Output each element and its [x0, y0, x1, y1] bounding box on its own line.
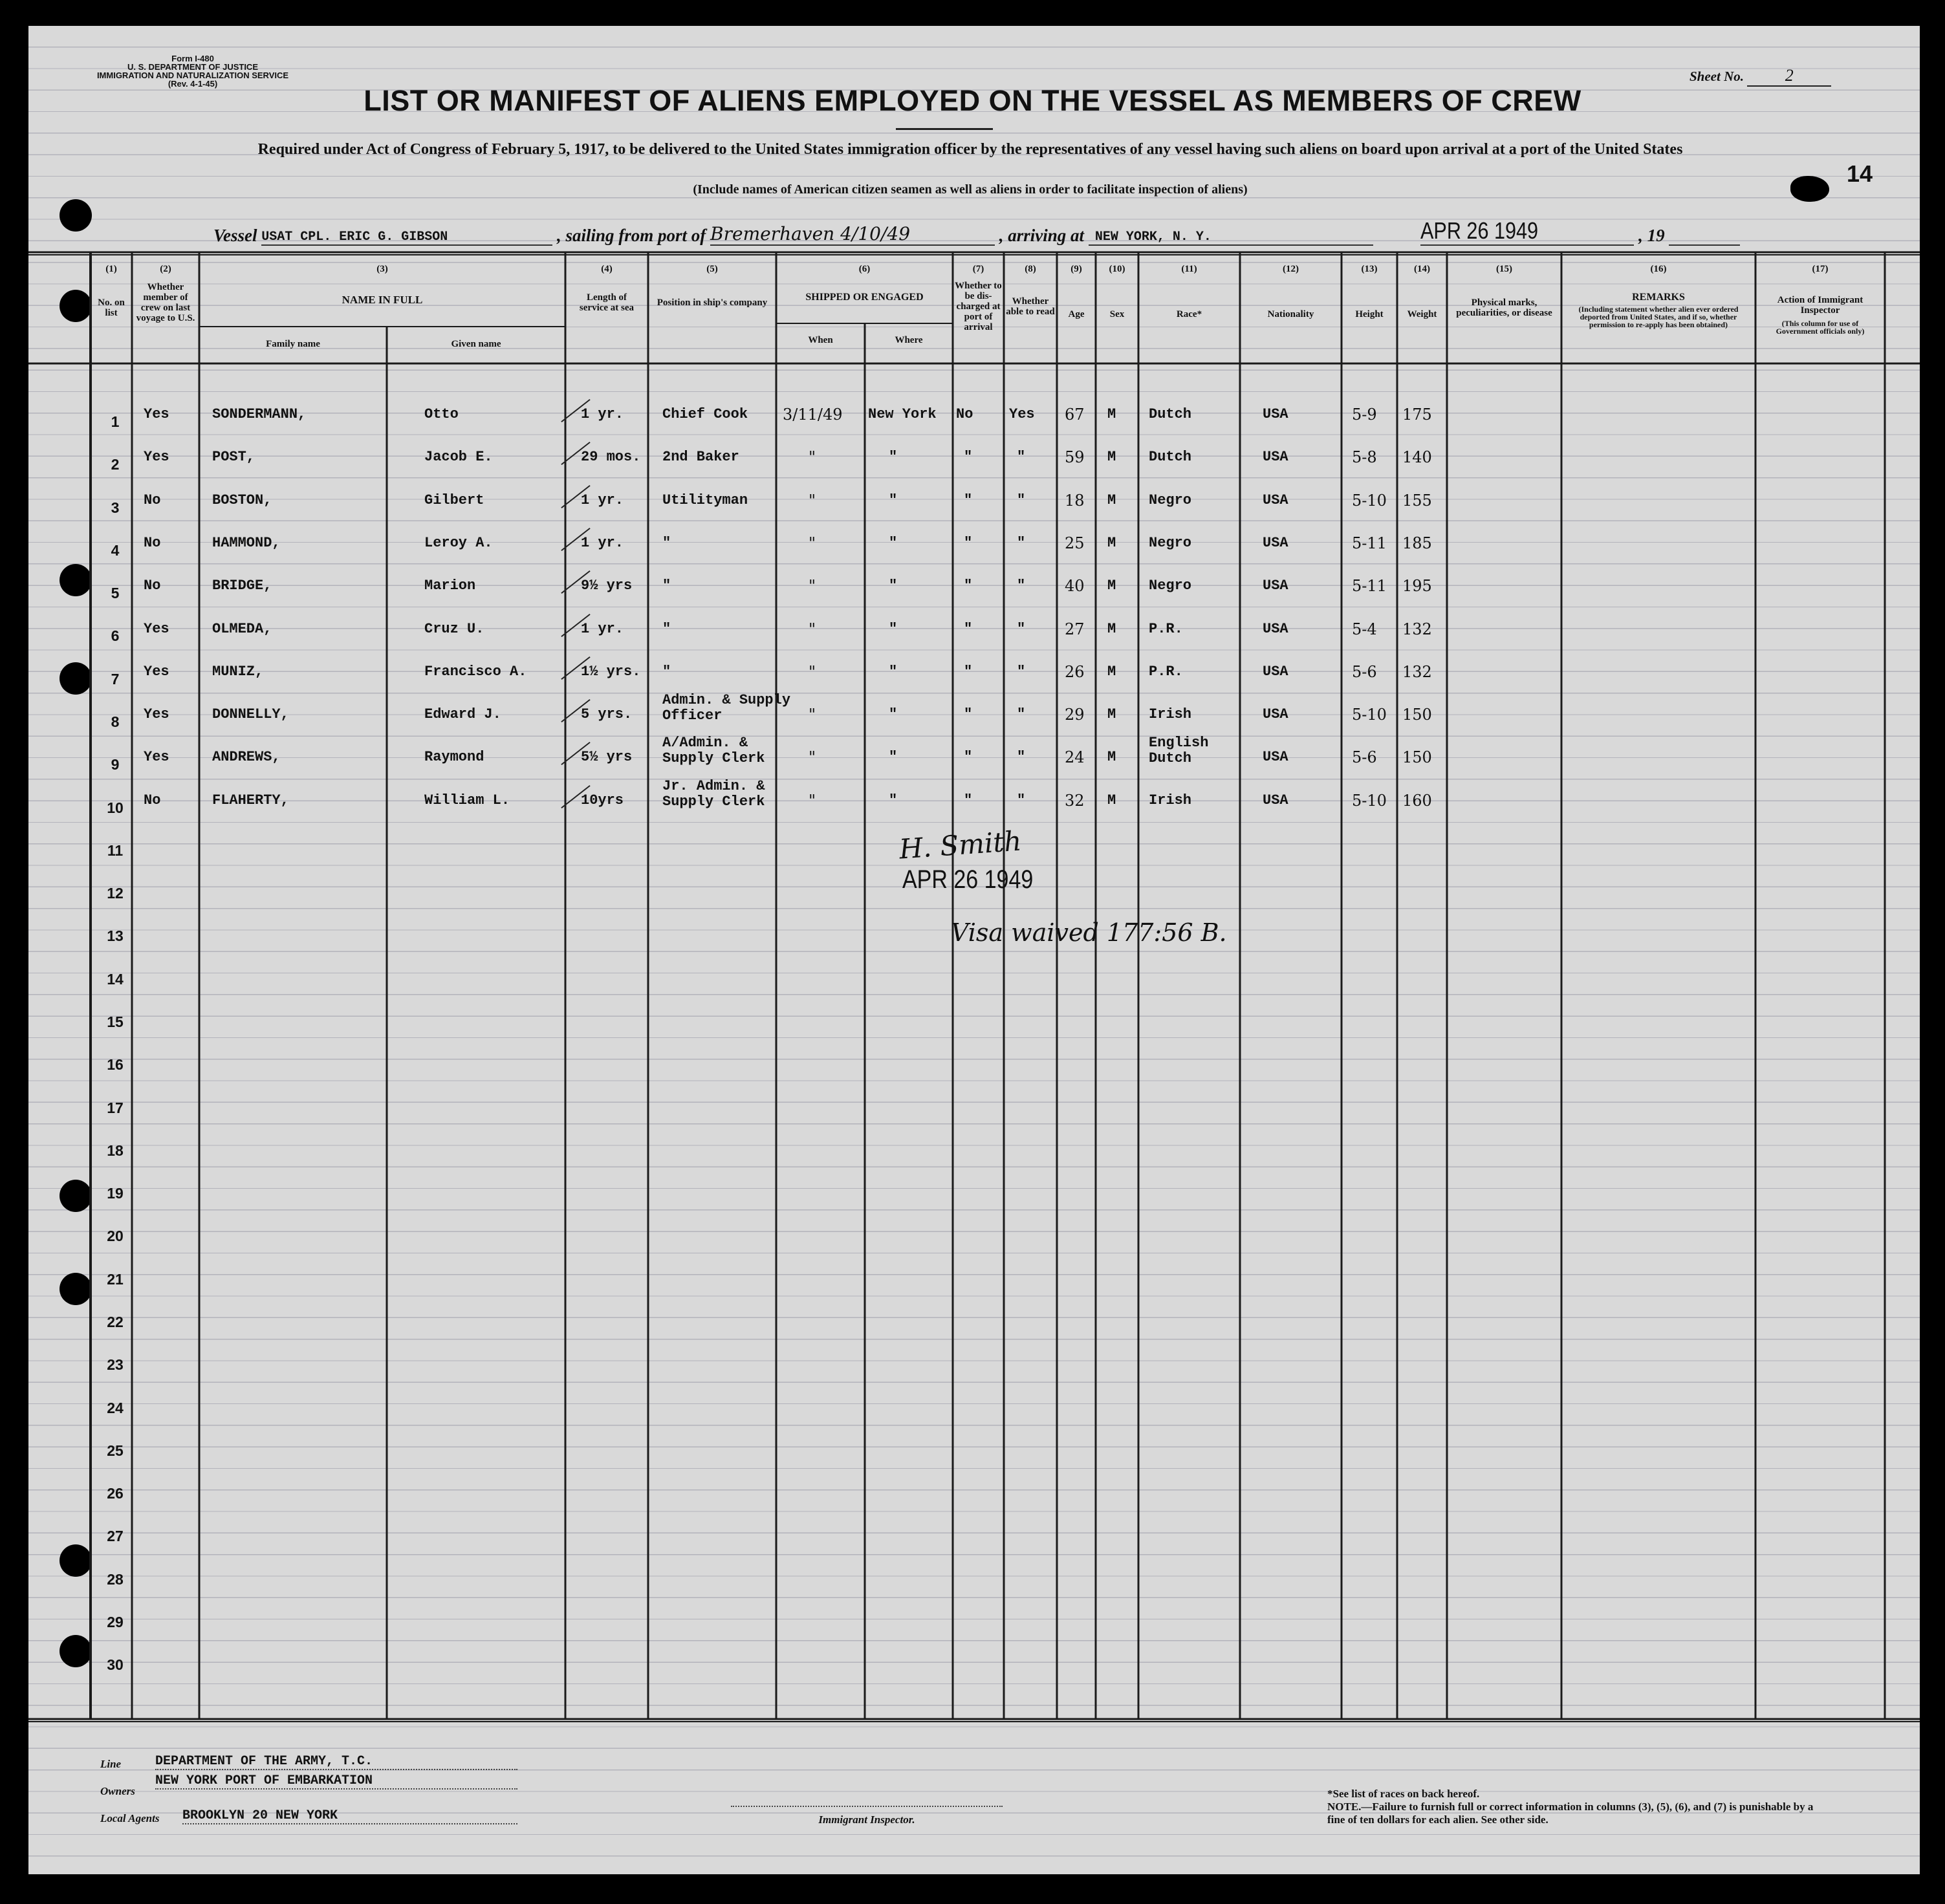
- list-prev-voyage: No: [144, 534, 161, 551]
- race: P.R.: [1149, 663, 1183, 680]
- weight: 132: [1402, 620, 1432, 638]
- list-prev-voyage: Yes: [144, 706, 169, 723]
- visa-note: Visa waived 177:56 B.: [951, 918, 1227, 947]
- race: P.R.: [1149, 620, 1183, 637]
- given-name: William L.: [424, 792, 510, 808]
- row-number: 10: [107, 799, 124, 816]
- shipped-where: ": [889, 620, 898, 637]
- list-prev-voyage: Yes: [144, 406, 169, 422]
- row-number: 2: [111, 456, 120, 473]
- shipped-when: ": [809, 620, 816, 638]
- length-of-service: 29 mos.: [581, 449, 641, 466]
- race: Dutch: [1149, 406, 1192, 422]
- discharged: ": [964, 492, 973, 508]
- shipped-when: ": [809, 534, 816, 552]
- row-number: 30: [107, 1656, 124, 1673]
- header-length-of-service: Length of service at sea: [579, 292, 635, 313]
- length-of-service: 1 yr.: [581, 534, 624, 551]
- shipped-where: New York: [868, 406, 937, 422]
- col-number: (5): [706, 264, 718, 274]
- given-name: Edward J.: [424, 706, 501, 723]
- row-number: 16: [107, 1056, 124, 1073]
- binder-hole: [60, 1544, 92, 1577]
- age: 29: [1065, 706, 1085, 724]
- discharged: ": [964, 663, 973, 680]
- row-number: 13: [107, 927, 124, 944]
- weight: 140: [1402, 448, 1432, 467]
- position-line2: Supply Clerk: [662, 750, 765, 767]
- owners-label: Owners: [100, 1785, 135, 1797]
- shipped-where: ": [889, 706, 898, 723]
- header-given-name: Given name: [451, 339, 501, 349]
- shipped-where: ": [889, 534, 898, 551]
- col-number: (7): [972, 264, 984, 274]
- header-nationality: Nationality: [1267, 309, 1314, 319]
- list-prev-voyage: No: [144, 792, 161, 808]
- nationality: USA: [1263, 578, 1288, 594]
- row-number: 14: [107, 971, 124, 988]
- col-number: (14): [1414, 264, 1430, 274]
- inspector-signature: H. Smith: [898, 825, 1023, 865]
- header-family-name: Family name: [266, 339, 320, 349]
- binder-hole: [60, 290, 92, 322]
- nationality: USA: [1263, 792, 1288, 808]
- shipped-when: ": [809, 662, 816, 681]
- weight: 160: [1402, 791, 1432, 810]
- position: Admin. & Supply: [662, 692, 791, 709]
- col-number: (17): [1812, 264, 1829, 274]
- header-sex: Sex: [1109, 309, 1125, 319]
- discharged: ": [964, 620, 973, 637]
- weight: 132: [1402, 662, 1432, 681]
- row-number: 15: [107, 1013, 124, 1030]
- header-physical-marks: Physical marks, peculiarities, or disease: [1456, 298, 1552, 318]
- sex: M: [1107, 578, 1116, 594]
- row-number: 25: [107, 1442, 124, 1459]
- family-name: POST,: [212, 449, 255, 466]
- nationality: USA: [1263, 620, 1288, 637]
- given-name: Jacob E.: [424, 449, 493, 466]
- position: 2nd Baker: [662, 449, 739, 466]
- race: Dutch: [1149, 449, 1192, 466]
- able-to-read: ": [1017, 620, 1026, 637]
- age: 27: [1065, 620, 1085, 638]
- shipped-when: ": [809, 577, 816, 596]
- position-line2: Supply Clerk: [662, 793, 765, 810]
- col-number: (2): [160, 264, 171, 274]
- row-number: 27: [107, 1528, 124, 1544]
- shipped-when: ": [809, 791, 816, 810]
- length-of-service: 5 yrs.: [581, 706, 633, 723]
- position: ": [662, 578, 671, 594]
- shipped-where: ": [889, 449, 898, 466]
- age: 40: [1065, 577, 1085, 596]
- age: 59: [1065, 448, 1085, 467]
- nationality: USA: [1263, 449, 1288, 466]
- arriving-at: NEW YORK, N. Y.: [1089, 230, 1373, 246]
- row-number: 18: [107, 1142, 124, 1159]
- able-to-read: ": [1017, 534, 1026, 551]
- row-number: 4: [111, 542, 120, 559]
- form-identifier: Form I-480 U. S. DEPARTMENT OF JUSTICE IMMIGRATION AND NATURALIZATION SERVICE (Rev. 4-1-45): [96, 54, 289, 89]
- row-number: 7: [111, 671, 120, 687]
- race-line2: Dutch: [1149, 750, 1192, 767]
- shipped-where: ": [889, 792, 898, 808]
- sex: M: [1107, 534, 1116, 551]
- agents-value: BROOKLYN 20 NEW YORK: [182, 1808, 517, 1824]
- row-number: 5: [111, 585, 120, 601]
- race: Negro: [1149, 578, 1192, 594]
- height: 5-4: [1352, 620, 1377, 638]
- row-number: 12: [107, 885, 124, 902]
- list-prev-voyage: Yes: [144, 449, 169, 466]
- col-number: (4): [601, 264, 613, 274]
- sex: M: [1107, 449, 1116, 466]
- col-number: (1): [105, 264, 117, 274]
- able-to-read: Yes: [1009, 406, 1035, 422]
- document-subtitle: Required under Act of Congress of February 5, 1917, to be delivered to the United States immigration officer by the representatives of any vessel having such aliens on board upon arrival at a port of the United States: [257, 141, 1683, 158]
- length-of-service: 1 yr.: [581, 406, 624, 422]
- family-name: BRIDGE,: [212, 578, 272, 594]
- binder-hole: [60, 199, 92, 232]
- header-where: Where: [895, 335, 923, 345]
- given-name: Francisco A.: [424, 663, 527, 680]
- shipped-where: ": [889, 578, 898, 594]
- row-number: 26: [107, 1485, 124, 1502]
- weight: 185: [1402, 534, 1432, 552]
- height: 5-8: [1352, 448, 1377, 467]
- document-title: LIST OR MANIFEST OF ALIENS EMPLOYED ON THE VESSEL AS MEMBERS OF CREW: [364, 84, 1581, 117]
- able-to-read: ": [1017, 706, 1026, 723]
- length-of-service: 1½ yrs.: [581, 663, 641, 680]
- header-remarks: REMARKS: [1632, 292, 1685, 303]
- shipped-when: ": [809, 491, 816, 510]
- race: Irish: [1149, 706, 1192, 723]
- weight: 150: [1402, 748, 1432, 767]
- row-number: 28: [107, 1571, 124, 1588]
- position: Utilityman: [662, 492, 748, 508]
- nationality: USA: [1263, 706, 1288, 723]
- position: Chief Cook: [662, 406, 748, 422]
- discharged: ": [964, 792, 973, 808]
- length-of-service: 9½ yrs: [581, 578, 633, 594]
- binder-hole: [60, 1273, 92, 1305]
- header-name-in-full: NAME IN FULL: [342, 294, 423, 306]
- header-discharged: Whether to be dis-charged at port of arrival: [955, 281, 1002, 332]
- nationality: USA: [1263, 492, 1288, 508]
- inspector-signature-line: Immigrant Inspector.: [731, 1806, 1003, 1826]
- header-previous-voyage: Whether member of crew on last voyage to U.S.: [136, 282, 195, 323]
- vessel-name: USAT CPL. ERIC G. GIBSON: [261, 230, 552, 246]
- length-of-service: 1 yr.: [581, 492, 624, 508]
- able-to-read: ": [1017, 792, 1026, 808]
- nationality: USA: [1263, 663, 1288, 680]
- line-label: Line: [100, 1758, 122, 1770]
- able-to-read: ": [1017, 492, 1026, 508]
- position: ": [662, 663, 671, 680]
- binder-hole: [60, 1180, 92, 1212]
- height: 5-11: [1352, 577, 1387, 596]
- given-name: Marion: [424, 578, 476, 594]
- length-of-service: 5½ yrs: [581, 749, 633, 766]
- sex: M: [1107, 663, 1116, 680]
- header-action-of-inspector: Action of Immigrant Inspector: [1777, 295, 1864, 316]
- vessel-line: Vessel USAT CPL. ERIC G. GIBSON , sailing from port of Bremerhaven 4/10/49 , arriving at NEW YORK, N. Y. APR 26 1949 , 19: [213, 217, 1740, 246]
- discharged: ": [964, 534, 973, 551]
- owners-value: NEW YORK PORT OF EMBARKATION: [155, 1773, 517, 1790]
- family-name: DONNELLY,: [212, 706, 289, 723]
- age: 26: [1065, 662, 1085, 681]
- weight: 195: [1402, 577, 1432, 596]
- age: 24: [1065, 748, 1085, 767]
- shipped-when: 3/11/49: [783, 406, 843, 424]
- agents-label: Local Agents: [100, 1812, 160, 1824]
- height: 5-10: [1352, 791, 1387, 810]
- header-when: When: [808, 335, 833, 345]
- shipped-where: ": [889, 663, 898, 680]
- position: Jr. Admin. &: [662, 777, 765, 794]
- sheet-number: Sheet No. 2: [1690, 66, 1831, 87]
- shipped-where: ": [889, 492, 898, 508]
- title-rule: [896, 128, 993, 130]
- shipped-when: ": [809, 748, 816, 767]
- row-number: 20: [107, 1228, 124, 1244]
- height: 5-10: [1352, 491, 1387, 510]
- position: ": [662, 534, 671, 551]
- nationality: USA: [1263, 406, 1288, 422]
- header-no-on-list: No. on list: [98, 298, 125, 318]
- col-number: (8): [1025, 264, 1036, 274]
- row-number: 22: [107, 1314, 124, 1330]
- row-number: 29: [107, 1614, 124, 1630]
- height: 5-6: [1352, 662, 1377, 681]
- age: 32: [1065, 791, 1085, 810]
- sex: M: [1107, 620, 1116, 637]
- col-number: (16): [1650, 264, 1667, 274]
- sex: M: [1107, 706, 1116, 723]
- header-shipped-or-engaged: SHIPPED OR ENGAGED: [805, 292, 924, 303]
- header-inspector-note: (This column for use of Government officials only): [1776, 319, 1865, 336]
- height: 5-11: [1352, 534, 1387, 552]
- given-name: Gilbert: [424, 492, 484, 508]
- given-name: Raymond: [424, 749, 484, 766]
- col-number: (6): [858, 264, 871, 274]
- list-prev-voyage: No: [144, 578, 161, 594]
- shipped-where: ": [889, 749, 898, 766]
- binder-hole: [60, 662, 92, 695]
- length-of-service: 1 yr.: [581, 620, 624, 637]
- given-name: Leroy A.: [424, 534, 493, 551]
- race: Negro: [1149, 492, 1192, 508]
- row-number: 23: [107, 1356, 124, 1373]
- row-number: 24: [107, 1400, 124, 1416]
- list-prev-voyage: Yes: [144, 620, 169, 637]
- family-name: SONDERMANN,: [212, 406, 307, 422]
- header-position: Position in ship's company: [657, 298, 768, 308]
- header-race: Race*: [1176, 309, 1202, 319]
- age: 18: [1065, 491, 1085, 510]
- given-name: Otto: [424, 406, 459, 422]
- family-name: HAMMOND,: [212, 534, 281, 551]
- given-name: Cruz U.: [424, 620, 484, 637]
- binder-hole: [60, 564, 92, 596]
- position: ": [662, 620, 671, 637]
- header-weight: Weight: [1407, 309, 1437, 319]
- row-number: 6: [111, 627, 120, 644]
- row-number: 1: [111, 413, 120, 430]
- nationality: USA: [1263, 534, 1288, 551]
- list-prev-voyage: Yes: [144, 663, 169, 680]
- position: A/Admin. &: [662, 735, 748, 752]
- list-prev-voyage: No: [144, 492, 161, 508]
- height: 5-6: [1352, 748, 1377, 767]
- able-to-read: ": [1017, 749, 1026, 766]
- row-number: 11: [107, 842, 124, 859]
- height: 5-10: [1352, 706, 1387, 724]
- discharged: ": [964, 749, 973, 766]
- family-name: FLAHERTY,: [212, 792, 289, 808]
- height: 5-9: [1352, 406, 1377, 424]
- row-number: 3: [111, 499, 120, 516]
- footer-notes: *See list of races on back hereof. NOTE.—Failure to furnish full or correct information in columns (3), (5), (6), and (7) is punishable by a fine of ten dollars for each alien. See other side.: [1327, 1788, 1814, 1826]
- family-name: ANDREWS,: [212, 749, 281, 766]
- document-note: (Include names of American citizen seamen as well as aliens in order to facilitate inspection of aliens): [693, 182, 1248, 197]
- family-name: BOSTON,: [212, 492, 272, 508]
- binder-hole: [60, 1635, 92, 1667]
- col-number: (11): [1181, 264, 1197, 274]
- shipped-when: ": [809, 448, 816, 467]
- weight: 155: [1402, 491, 1432, 510]
- col-number: (10): [1109, 264, 1125, 274]
- family-name: OLMEDA,: [212, 620, 272, 637]
- nationality: USA: [1263, 749, 1288, 766]
- col-number: (3): [376, 264, 388, 274]
- row-number: 8: [111, 713, 120, 730]
- line-value: DEPARTMENT OF THE ARMY, T.C.: [155, 1754, 517, 1770]
- able-to-read: ": [1017, 449, 1026, 466]
- row-number: 19: [107, 1185, 124, 1202]
- arrival-date: APR 26 1949: [1420, 217, 1634, 246]
- discharged: ": [964, 449, 973, 466]
- page-number: 14: [1847, 160, 1873, 187]
- sailing-from: Bremerhaven 4/10/49: [710, 223, 995, 246]
- shipped-when: ": [809, 706, 816, 724]
- age: 25: [1065, 534, 1085, 552]
- able-to-read: ": [1017, 578, 1026, 594]
- sex: M: [1107, 792, 1116, 808]
- header-age: Age: [1068, 309, 1085, 319]
- race: English: [1149, 735, 1209, 752]
- sex: M: [1107, 492, 1116, 508]
- row-number: 9: [111, 756, 120, 773]
- discharged: ": [964, 578, 973, 594]
- able-to-read: ": [1017, 663, 1026, 680]
- weight: 175: [1402, 406, 1432, 424]
- discharged: No: [956, 406, 973, 422]
- list-prev-voyage: Yes: [144, 749, 169, 766]
- header-able-to-read: Whether able to read: [1006, 296, 1055, 317]
- discharged: ": [964, 706, 973, 723]
- header-remarks-note: (Including statement whether alien ever ordered deported from United States, and if so, whether permission to re-apply has been obtained): [1578, 305, 1739, 329]
- sex: M: [1107, 749, 1116, 766]
- row-number: 21: [107, 1271, 124, 1288]
- col-number: (12): [1283, 264, 1299, 274]
- sex: M: [1107, 406, 1116, 422]
- header-height: Height: [1355, 309, 1384, 319]
- position-line2: Officer: [662, 708, 723, 724]
- col-number: (13): [1361, 264, 1378, 274]
- inspection-stamp: APR 26 1949: [902, 865, 1034, 894]
- race: Irish: [1149, 792, 1192, 808]
- col-number: (15): [1496, 264, 1512, 274]
- length-of-service: 10yrs: [581, 792, 624, 808]
- weight: 150: [1402, 706, 1432, 724]
- age: 67: [1065, 406, 1085, 424]
- row-number: 17: [107, 1099, 124, 1116]
- col-number: (9): [1070, 264, 1082, 274]
- race: Negro: [1149, 534, 1192, 551]
- family-name: MUNIZ,: [212, 663, 264, 680]
